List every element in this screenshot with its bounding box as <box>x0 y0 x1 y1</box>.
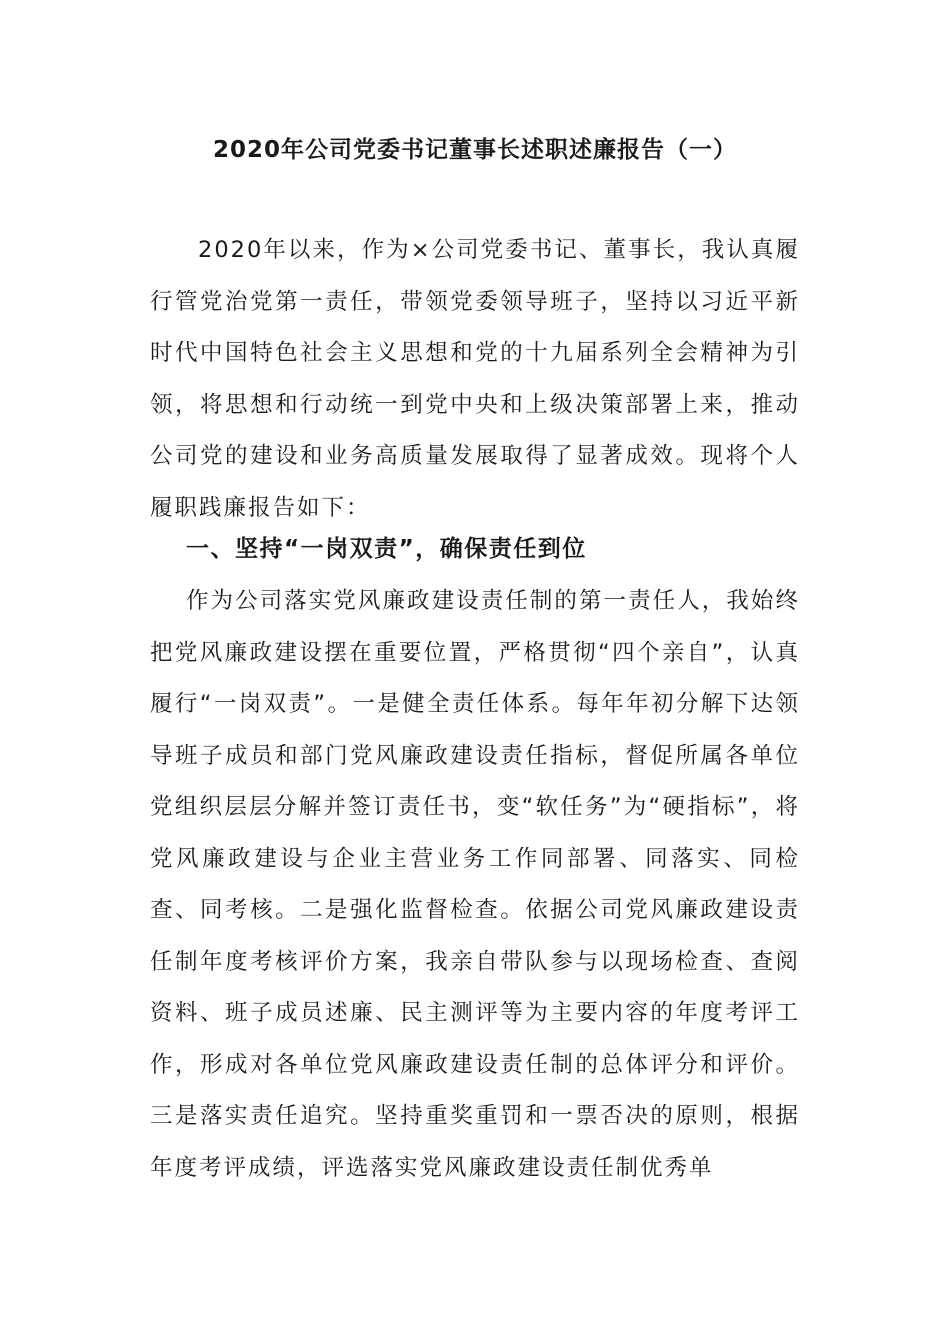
section-heading: 一、坚持“一岗双责”，确保责任到位 <box>186 536 587 562</box>
intro-paragraph: 2020年以来，作为×公司党委书记、董事长，我认真履行管党治党第一责任，带领党委领导班子，坚持以习近平新时代中国特色社会主义思想和党的十九届系列全会精神为引领，将思想和行动统一到党中央和上级决策部署上来，推动公司党的建设和业务高质量发展取得了显著成效。现将个人履职践廉报告如下： <box>150 237 800 521</box>
section-paragraph: 作为公司落实党风廉政建设责任制的第一责任人，我始终把党风廉政建设摆在重要位置，严格贯彻“四个亲自”，认真履行“一岗双责”。一是健全责任体系。每年年初分解下达领导班子成员和部门党风廉政建设责任指标，督促所属各单位党组织层层分解并签订责任书，变“软任务”为“硬指标”，将党风廉政建设与企业主营业务工作同部署、同落实、同检查、同考核。二是强化监督检查。依据公司党风廉政建设责任制年度考核评价方案，我亲自带队参与以现场检查、查阅资料、班子成员述廉、民主测评等为主要内容的年度考评工作，形成对各单位党风廉政建设责任制的总体评分和评价。三是落实责任追究。坚持重奖重罚和一票否决的原则，根据年度考评成绩，评选落实党风廉政建设责任制优秀单 <box>150 588 800 1181</box>
document-title: 2020年公司党委书记董事长述职述廉报告（一） <box>212 137 737 163</box>
